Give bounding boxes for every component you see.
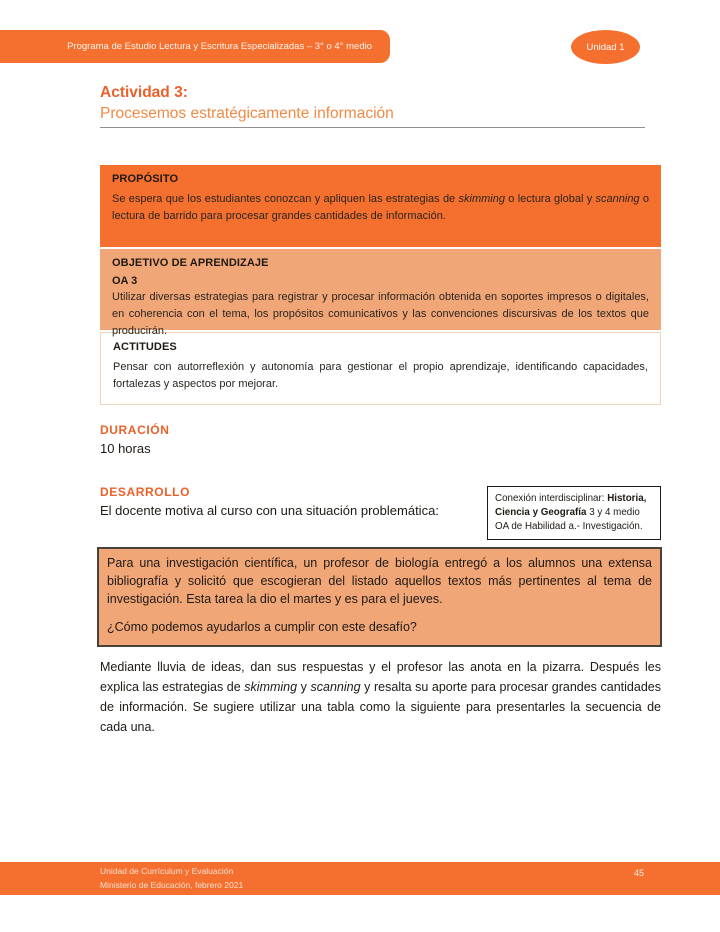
duracion-heading: DURACIÓN bbox=[100, 423, 170, 437]
page-number: 45 bbox=[634, 868, 645, 878]
actitudes-box bbox=[100, 332, 661, 405]
info-boxes bbox=[100, 165, 661, 407]
objetivo-heading: OBJETIVO DE APRENDIZAJE bbox=[112, 257, 269, 269]
proposito-body: Se espera que los estudiantes conozcan y apliquen las estrategias de skimming o lectura global y scanning o lectura de barrido para procesar grandes cantidades de información. bbox=[112, 193, 649, 223]
unit-badge-label: Unidad 1 bbox=[586, 41, 625, 53]
header-bar bbox=[0, 30, 390, 63]
problema-parrafo: Para una investigación científica, un profesor de biología entregó a los alumnos una extensa bibliografía y solicitó que escogieran del listado aquellos textos más pertinentes al tema de investigación. Esta tarea la dio el martes y es para el jueves. bbox=[107, 556, 652, 606]
objetivo-body: Utilizar diversas estrategias para registrar y procesar información obtenida en soportes impresos o digitales, en coherencia con el tema, los propósitos comunicativos y las convenciones discursivas de los textos que producirán. bbox=[112, 291, 649, 338]
duracion-value: 10 horas bbox=[100, 441, 151, 456]
activity-title: Actividad 3: bbox=[100, 84, 188, 101]
actitudes-body: Pensar con autorreflexión y autonomía para gestionar el propio aprendizaje, identificando capacidades, fortalezas y aspectos por mejorar. bbox=[113, 361, 648, 391]
proposito-box bbox=[100, 165, 661, 247]
title-divider bbox=[100, 127, 645, 128]
footer-org-line2: Ministerio de Educación, febrero 2021 bbox=[100, 879, 244, 890]
desarrollo-intro: El docente motiva al curso con una situación problemática: bbox=[100, 503, 439, 518]
objetivo-box bbox=[100, 249, 661, 338]
situacion-problematica-box bbox=[97, 547, 662, 647]
unit-badge bbox=[571, 30, 640, 64]
cierre-parrafo: Mediante lluvia de ideas, dan sus respuestas y el profesor las anota en la pizarra. Después les explica las estrategias de skimming y scanning y resalta su aporte para procesar grandes cantidades de información. Se sugiere utilizar una tabla como la siguiente para presentarles la secuencia de cada una. bbox=[100, 660, 661, 734]
desarrollo-heading: DESARROLLO bbox=[100, 485, 190, 499]
footer-bar bbox=[0, 862, 720, 895]
header-program-title: Programa de Estudio Lectura y Escritura Especializadas – 3° o 4° medio bbox=[67, 41, 372, 52]
proposito-heading: PROPÓSITO bbox=[112, 173, 179, 185]
problema-pregunta: ¿Cómo podemos ayudarlos a cumplir con este desafío? bbox=[107, 620, 417, 635]
activity-subtitle: Procesemos estratégicamente información bbox=[100, 105, 394, 122]
footer-org-line1: Unidad de Currículum y Evaluación bbox=[100, 866, 234, 876]
actitudes-heading: ACTITUDES bbox=[113, 341, 177, 353]
objetivo-code: OA 3 bbox=[112, 275, 138, 287]
conexion-interdisciplinar-box: Conexión interdisciplinar: Historia, Ciencia y Geografía 3 y 4 medio OA de Habilidad a.- Investigación. bbox=[487, 486, 661, 540]
